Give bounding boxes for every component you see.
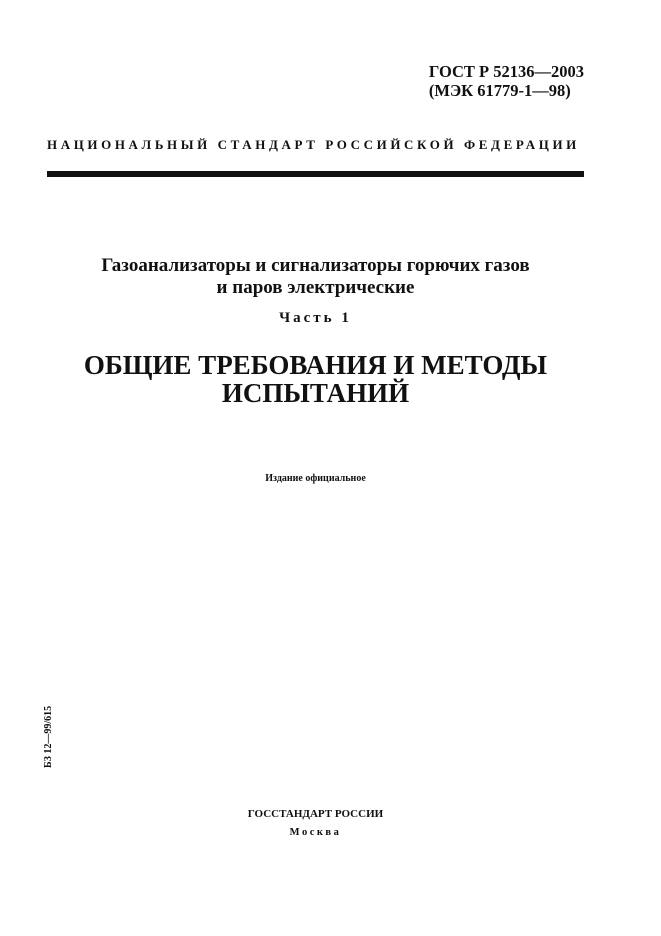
side-catalog-code: БЗ 12—99/615 [43, 705, 54, 768]
main-title-line-1: ОБЩИЕ ТРЕБОВАНИЯ И МЕТОДЫ [83, 350, 548, 380]
standard-designation [429, 62, 584, 100]
header-divider [47, 171, 584, 177]
document-title [47, 255, 584, 299]
title-line-1: Газоанализаторы и сигнализаторы горючих газов [101, 255, 530, 276]
edition-label: Издание официальное [265, 473, 366, 484]
publication-city: Москва [289, 827, 342, 838]
title-line-2: и паров электрические [216, 277, 415, 298]
main-title [47, 351, 584, 407]
gost-number: ГОСТ Р 52136—2003 [428, 62, 584, 81]
publisher: ГОССТАНДАРТ РОССИИ [247, 808, 384, 820]
main-title-line-2: ИСПЫТАНИЙ [221, 378, 410, 408]
part-label: Часть 1 [279, 310, 352, 326]
national-standard-heading: НАЦИОНАЛЬНЫЙ СТАНДАРТ РОССИЙСКОЙ ФЕДЕРАЦИИ [47, 137, 580, 152]
iec-number: (МЭК 61779-1—98) [428, 81, 571, 100]
